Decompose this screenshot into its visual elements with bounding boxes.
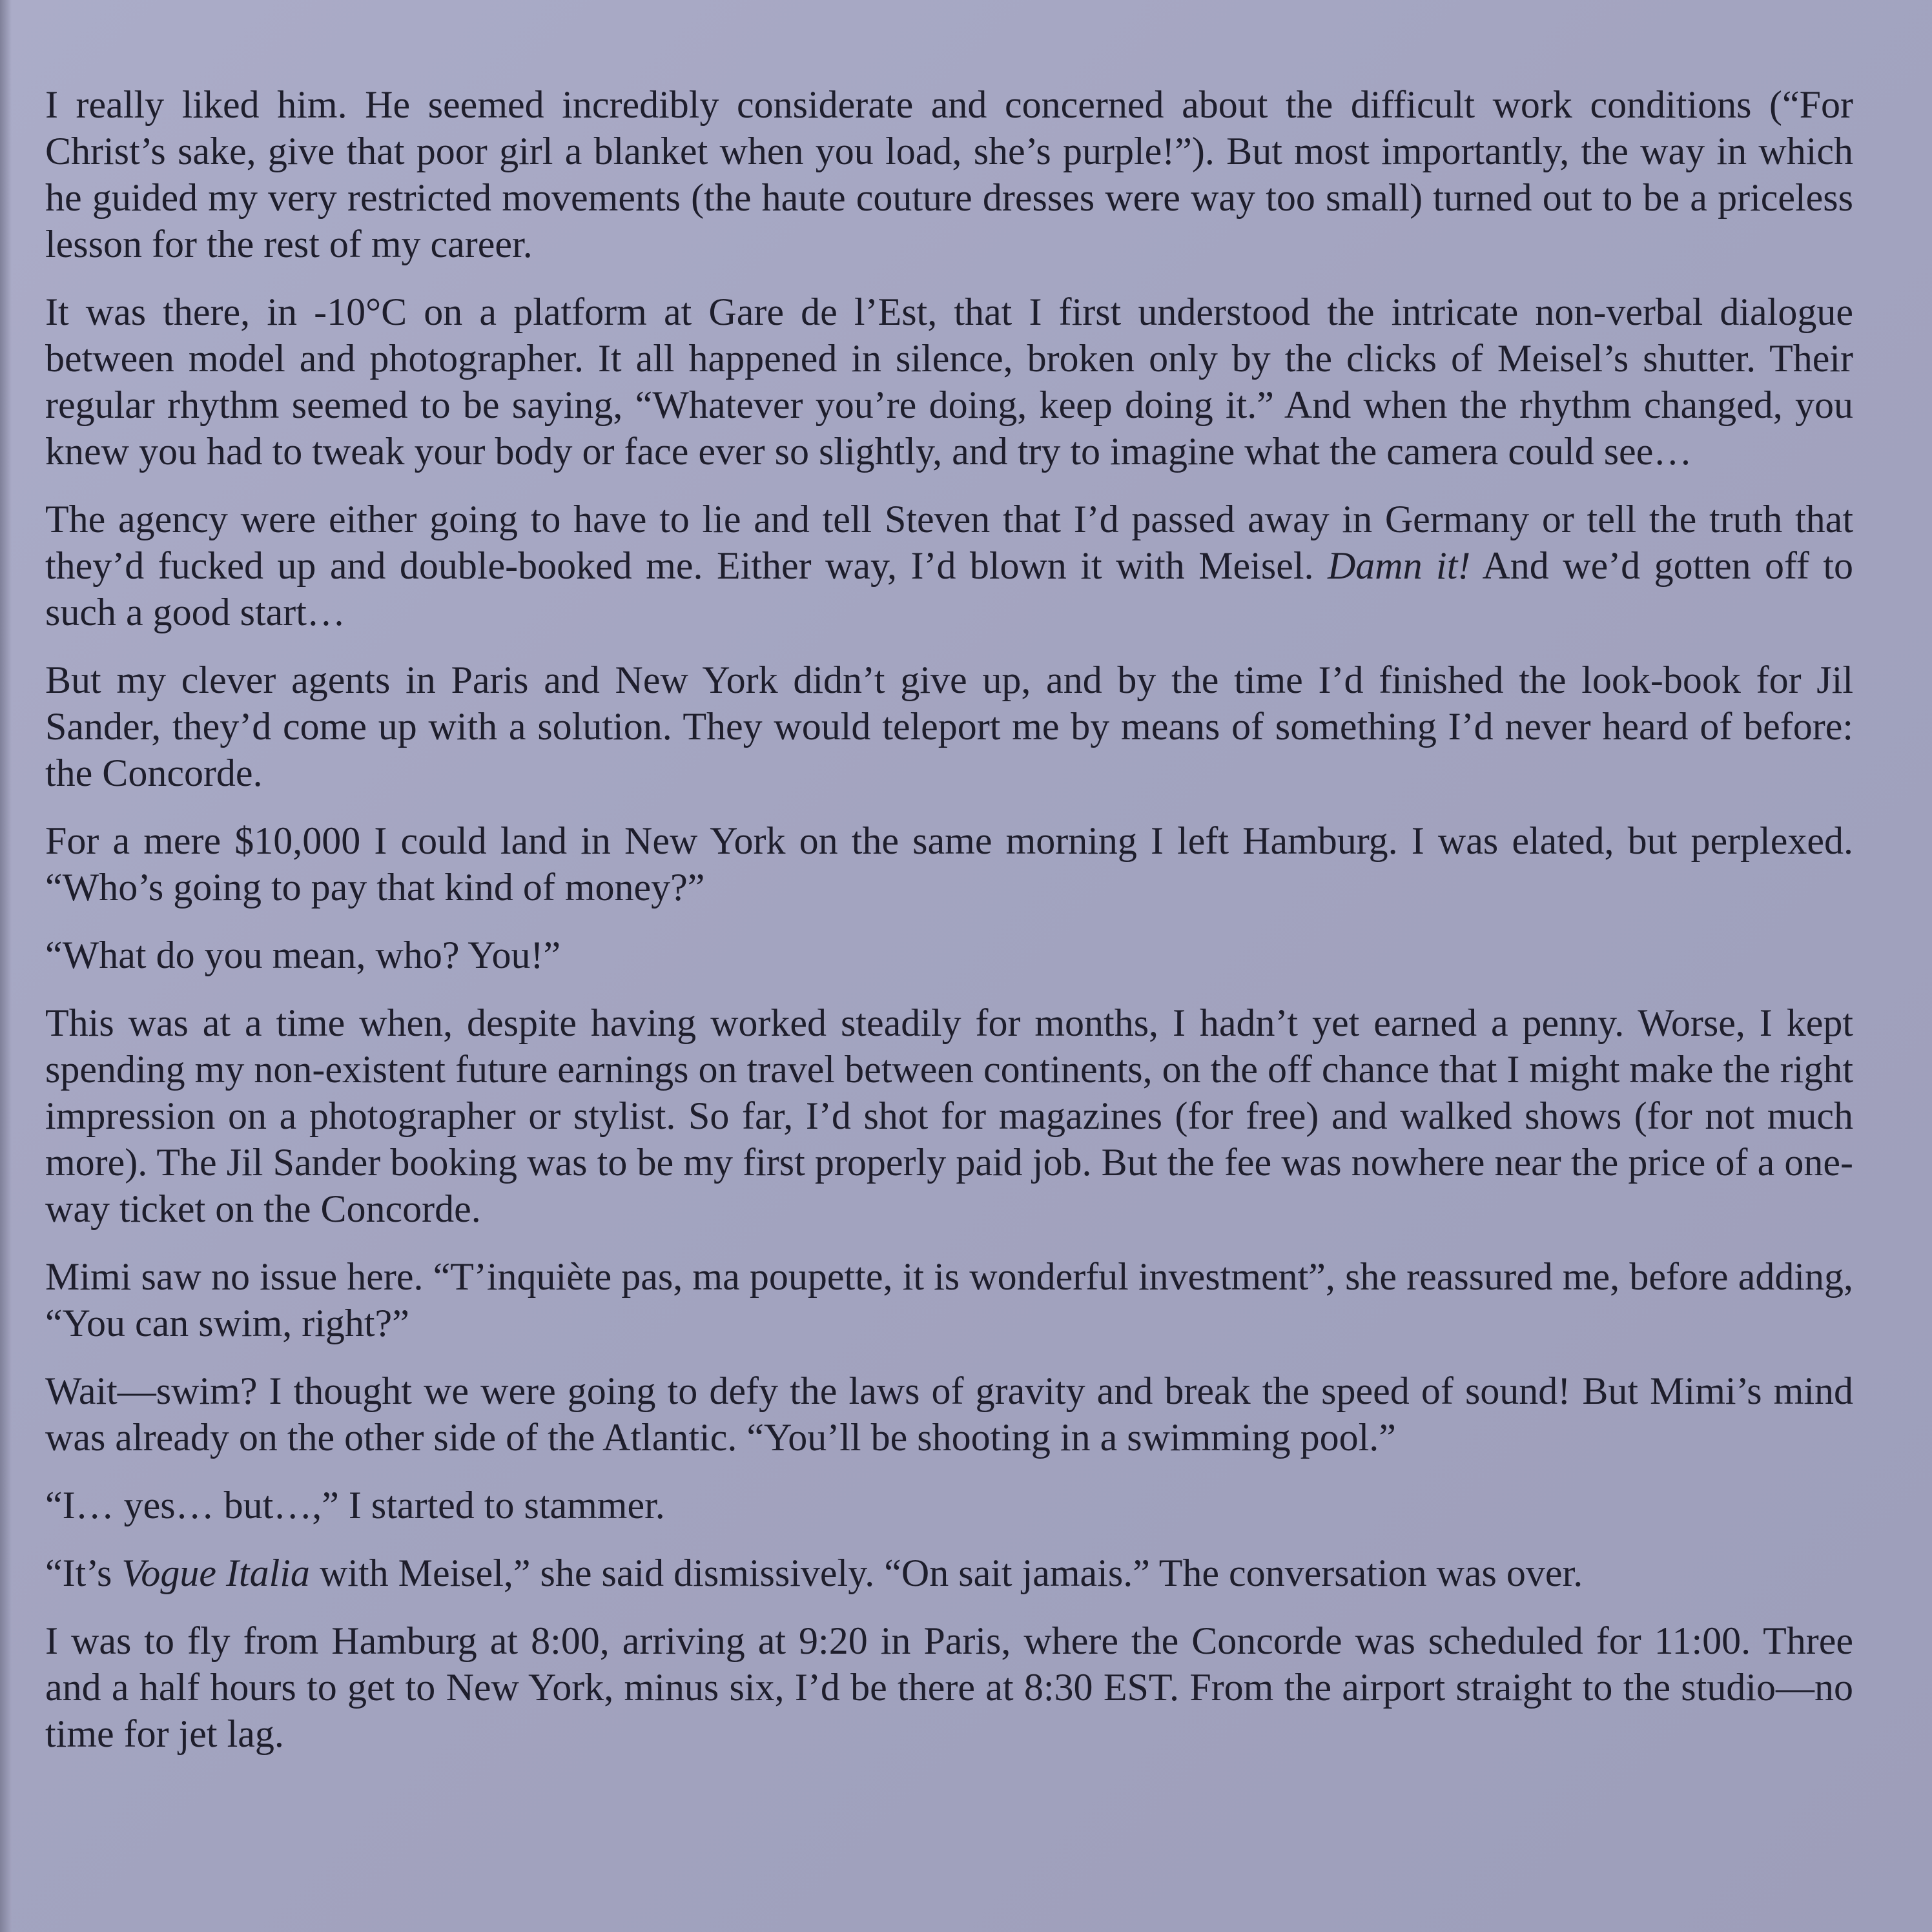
text-run: “I… yes… but…,” I started to stammer. [45, 1484, 665, 1526]
text-run: But my clever agents in Paris and New York didn’t give up, and by the time I’d finished the look-book for Jil Sander, they’d come up with a solution. They would teleport me by means of something I’d never heard of before: the Concorde. [45, 659, 1853, 794]
paragraph [45, 289, 1853, 475]
text-run: with Meisel,” she said dismissively. “On sait jamais.” The conversation was over. [309, 1552, 1583, 1594]
text-run: Mimi saw no issue here. “T’inquiète pas, ma poupette, it is wonderful investment”, she reassured me, before adding, “You can swim, right?” [45, 1255, 1853, 1344]
paragraph [45, 817, 1853, 910]
paragraph [45, 932, 1853, 978]
paragraph [45, 1368, 1853, 1461]
text-run: And we’d gotten off to such a good start… [45, 544, 1854, 633]
text-run: This was at a time when, despite having worked steadily for months, I hadn’t yet earned a penny. Worse, I kept spending my non-existent future earnings on travel between continents, on the off chance that I might make the right impression on a photographer or stylist. So far, I’d shot for magazines (for free) and walked shows (for not much more). The Jil Sander booking was to be my first properly paid job. But the fee was nowhere near the price of a one-way ticket on the Concorde. [45, 1002, 1853, 1230]
body-text [45, 81, 1853, 1778]
paragraph [45, 1000, 1853, 1232]
paragraph [45, 1618, 1853, 1757]
text-run: It was there, in -10°C on a platform at Gare de l’Est, that I first understood the intricate non-verbal dialogue between model and photographer. It all happened in silence, broken only by the clicks of Meisel’s shutter. Their regular rhythm seemed to be saying, “Whatever you’re doing, keep doing it.” And when the rhythm changed, you knew you had to tweak your body or face ever so slightly, and try to imagine what the camera could see… [45, 291, 1853, 473]
paragraph [45, 1550, 1853, 1596]
paragraph [45, 496, 1853, 635]
paragraph [45, 81, 1853, 267]
text-run: For a mere $10,000 I could land in New York on the same morning I left Hamburg. I was elated, but perplexed. “Who’s going to pay that kind of money?” [45, 819, 1853, 909]
page-gutter-shadow [0, 0, 12, 1932]
paragraph [45, 1253, 1853, 1346]
text-run: “It’s [45, 1552, 122, 1594]
text-run: “What do you mean, who? You!” [45, 934, 561, 976]
text-run: Wait—swim? I thought we were going to defy the laws of gravity and break the speed of sound! But Mimi’s mind was already on the other side of the Atlantic. “You’ll be shooting in a swimming pool.” [45, 1370, 1853, 1459]
text-run: I was to fly from Hamburg at 8:00, arriving at 9:20 in Paris, where the Concorde was scheduled for 11:00. Three and a half hours to get to New York, minus six, I’d be there at 8:30 EST. From the airport straight to the studio—no time for jet lag. [45, 1619, 1853, 1755]
text-run: The agency were either going to have to lie and tell Steven that I’d passed away in Germany or tell the truth that they’d fucked up and double-booked me. Either way, I’d blown it with Meisel. [45, 498, 1853, 587]
italic-text-run: Vogue Italia [121, 1552, 310, 1594]
italic-text-run: Damn it! [1327, 544, 1471, 587]
paragraph [45, 1482, 1853, 1528]
text-run: I really liked him. He seemed incredibly considerate and concerned about the difficult work conditions (“For Christ’s sake, give that poor girl a blanket when you load, she’s purple!”). But most importantly, the way in which he guided my very restricted movements (the haute couture dresses were way too small) turned out to be a priceless lesson for the rest of my career. [45, 83, 1853, 265]
paragraph [45, 657, 1853, 796]
